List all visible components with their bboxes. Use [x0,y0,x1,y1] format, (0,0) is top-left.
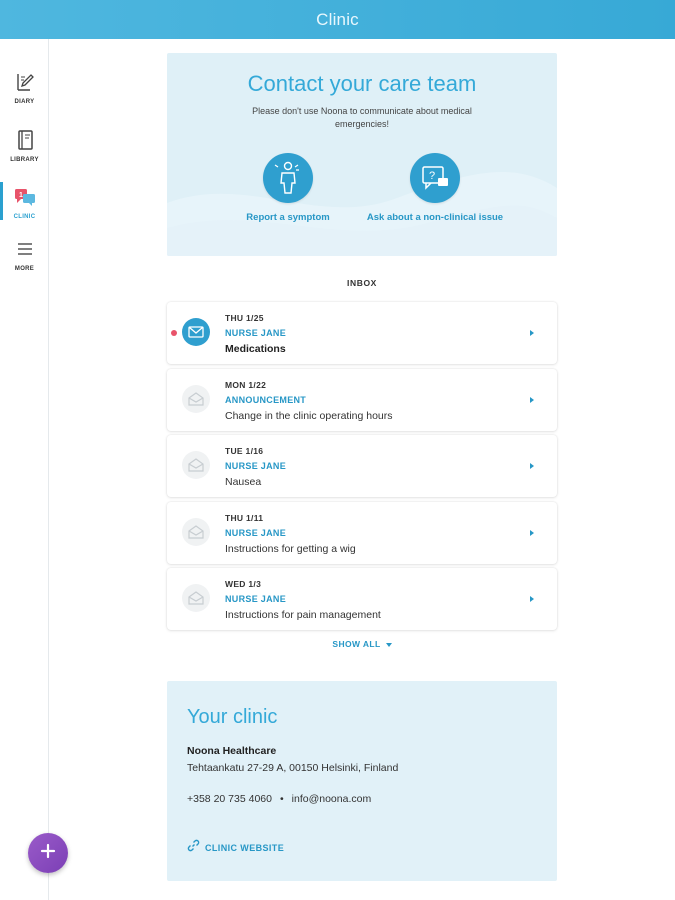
message-subject: Medications [225,343,286,355]
chevron-right-icon [530,596,534,602]
message-date: WED 1/3 [225,579,262,589]
sidebar-item-label: CLINIC [13,214,36,220]
message-sender: NURSE JANE [225,594,287,604]
clinic-badge-count: 1 [18,192,23,199]
message-sender: ANNOUNCEMENT [225,394,307,405]
main-content [167,53,557,649]
inbox-message[interactable] [167,435,557,497]
show-all-label: SHOW ALL [332,639,381,649]
inbox-message[interactable] [167,502,557,564]
caret-down-icon [386,643,392,647]
clinic-chat-icon [12,184,38,210]
chevron-right-icon [530,397,534,403]
inbox-list [167,302,557,630]
message-sender: NURSE JANE [225,328,287,338]
unread-dot [171,330,177,336]
clinic-address: Tehtaankatu 27-29 A, 00150 Helsinki, Finland [187,762,399,774]
diary-icon [12,69,38,95]
report-symptom-button[interactable] [213,153,363,223]
inbox-heading: INBOX [347,278,377,288]
show-all-button[interactable] [167,639,557,649]
library-icon [12,127,38,153]
clinic-name: Noona Healthcare [187,745,277,757]
clinic-title: Your clinic [187,706,278,728]
message-date: THU 1/11 [225,512,264,523]
link-icon [187,839,200,857]
inbox-message[interactable] [167,302,557,364]
clinic-website-label: CLINIC WEBSITE [205,843,285,853]
inbox-message[interactable] [167,369,557,431]
sidebar-item-label: MORE [14,266,35,272]
chevron-right-icon [530,330,534,336]
person-symptom-icon [263,153,313,203]
sidebar [0,39,49,900]
emergency-notice: Please don't use Noona to communicate about medical emergencies! [252,106,472,129]
message-sender: NURSE JANE [225,527,287,538]
add-button[interactable] [28,833,68,873]
sidebar-item-label: DIARY [14,99,35,105]
message-subject: Instructions for pain management [225,609,381,621]
clinic-email[interactable]: info@noona.com [291,793,372,805]
message-date: MON 1/22 [225,379,267,390]
contact-title: Contact your care team [247,71,477,96]
separator: • [279,793,284,805]
sidebar-item-clinic[interactable] [0,180,49,232]
sidebar-item-diary[interactable] [0,65,49,117]
menu-icon [12,236,38,262]
message-subject: Nausea [225,476,262,488]
svg-text:?: ? [428,170,436,182]
chevron-right-icon [530,530,534,536]
message-subject: Instructions for getting a wig [225,542,356,555]
envelope-open-icon [182,451,210,479]
message-subject: Change in the clinic operating hours [225,409,393,422]
envelope-open-icon [182,518,210,546]
message-sender: NURSE JANE [225,461,287,471]
envelope-icon [182,318,210,346]
top-bar [0,0,675,39]
chevron-right-icon [530,463,534,469]
page-title: Clinic [316,9,359,29]
envelope-open-icon [182,584,210,612]
sidebar-item-label: LIBRARY [10,157,39,163]
report-symptom-label: Report a symptom [246,212,330,223]
plus-icon [40,843,56,864]
inbox-message[interactable] [167,568,557,630]
your-clinic-panel [167,681,557,881]
clinic-contact-line [187,793,371,805]
contact-care-team-panel [167,53,557,256]
sidebar-item-more[interactable] [0,232,49,284]
ask-non-clinical-button[interactable] [360,153,510,223]
clinic-phone[interactable]: +358 20 735 4060 [187,793,272,805]
clinic-website-link[interactable] [187,839,284,857]
message-date: TUE 1/16 [225,446,264,456]
envelope-open-icon [182,385,210,413]
sidebar-item-library[interactable] [0,123,49,175]
message-date: THU 1/25 [225,313,264,323]
ask-non-clinical-label: Ask about a non-clinical issue [366,212,504,223]
question-message-icon [410,153,460,203]
